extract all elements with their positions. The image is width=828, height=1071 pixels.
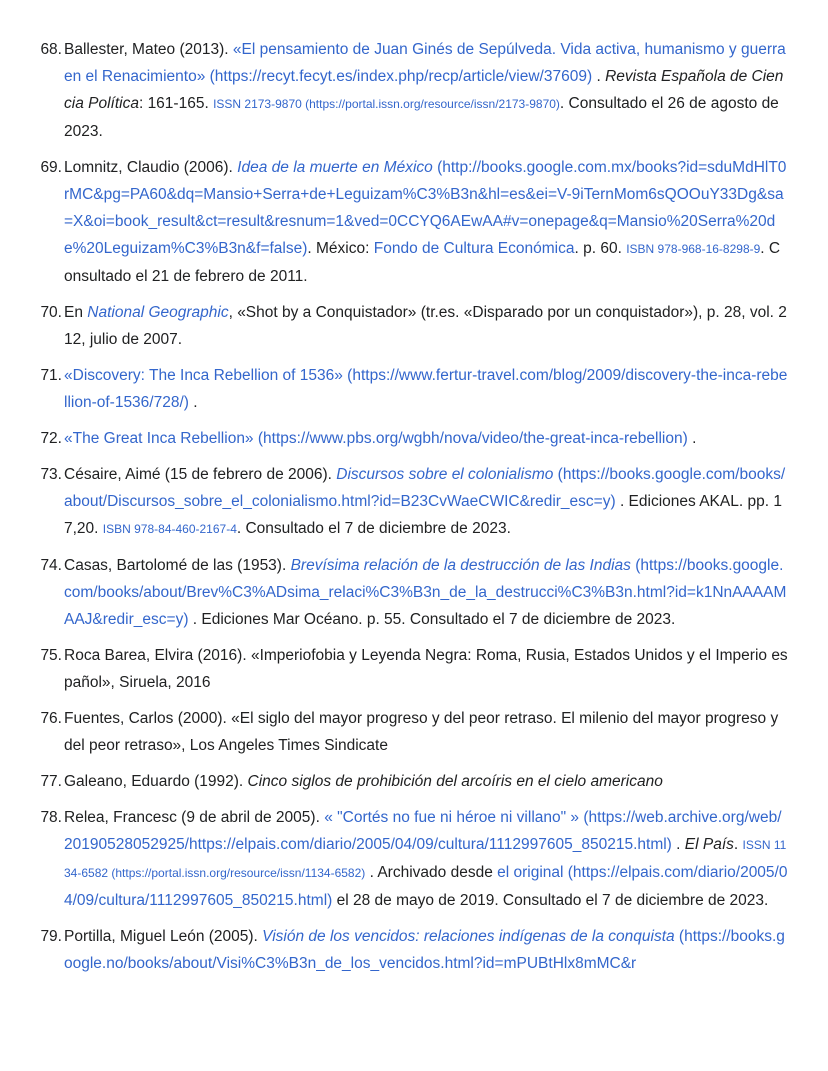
reference-author: Galeano, Eduardo (1992). [64,773,248,790]
reference-number: 77. [40,773,62,790]
reference-dot: . [733,836,743,853]
reference-consulted: . Consultado el 7 de diciembre de 2023. [236,520,511,537]
reference-number: 75. [40,647,62,664]
reference-78 [40,804,788,914]
reference-pages: : 161-165. [138,95,214,112]
reference-number: 73. [40,466,62,483]
reference-link[interactable]: « "Cortés no fue ni héroe ni villano" » (https://web.archive.org/web/20190528052925/https://elpais.com/diario/2005/04/09/cultura/1112997605_850215.html) [64,809,782,853]
reference-rest: el 28 de mayo de 2019. Consultado el 7 de diciembre de 2023. [332,892,769,909]
reference-source: National Geographic [87,304,229,321]
reference-79 [40,923,788,977]
reference-73 [40,461,788,543]
reference-title: Idea de la muerte en México [237,159,433,176]
reference-number: 68. [40,41,62,58]
issn-link[interactable]: ISSN 1134-6582 (https://portal.issn.org/resource/issn/1134-6582) [64,838,787,880]
reference-author: Ballester, Mateo (2013). [64,41,233,58]
reference-number: 79. [40,928,62,945]
reference-72 [40,425,788,452]
reference-number: 78. [40,809,62,826]
reference-70 [40,299,788,353]
reference-archived: . Archivado desde [365,864,498,881]
reference-end: . [687,430,697,447]
reference-text: Fuentes, Carlos (2000). «El siglo del mayor progreso y del peor retraso. El milenio del mayor progreso y del peor retraso», Los Angeles Times Sindicate [64,710,779,754]
isbn-link[interactable]: ISBN 978-968-16-8298-9 [626,242,761,256]
reference-url: (https://books.google.com/books/about/Brev%C3%ADsima_relaci%C3%B3n_de_la_destrucci%C3%B3n.html?id=k1NnAAAAMAAJ&redir_esc=y) [64,557,787,628]
reference-end: . [188,394,198,411]
reference-title: Brevísima relación de la destrucción de las Indias [290,557,631,574]
issn-link[interactable]: ISSN 2173-9870 (https://portal.issn.org/resource/issn/2173-9870) [213,97,560,111]
reference-title-link[interactable]: «El pensamiento de Juan Ginés de Sepúlveda. Vida activa, humanismo y guerra en el Renacimiento» (https://recyt.fecyt.es/index.php/recp/article/view/37609) [64,41,786,85]
reference-author: Césaire, Aimé (15 de febrero de 2006). [64,466,337,483]
reference-rest: , «Shot by a Conquistador» (tr.es. «Disparado por un conquistador»), p. 28, vol. 212, julio de 2007. [64,304,787,348]
reference-journal: Revista Española de Ciencia Política [64,68,784,112]
reference-consulted: . Consultado el 21 de febrero de 2011. [64,240,781,285]
reference-author: Lomnitz, Claudio (2006). [64,159,238,176]
source-link[interactable] [87,304,228,321]
reference-number: 74. [40,557,62,574]
reference-75 [40,642,788,696]
reference-76 [40,705,788,759]
reference-number: 70. [40,304,62,321]
reference-number: 76. [40,710,62,727]
reference-author: Relea, Francesc (9 de abril de 2005). [64,809,325,826]
reference-prefix: En [64,304,88,321]
reference-title: Visión de los vencidos: relaciones indígenas de la conquista [262,928,675,945]
reference-url: (https://books.google.no/books/about/Visi%C3%B3n_de_los_vencidos.html?id=mPUBtHlx8mMC&r [64,928,785,972]
reference-rest: . Ediciones Mar Océano. p. 55. Consultado el 7 de diciembre de 2023. [188,611,676,628]
reference-url: (http://books.google.com.mx/books?id=sduMdHlT0rMC&pg=PA60&dq=Mansio+Serra+de+Leguizam%C3%B3n&hl=es&ei=V-9iTernMom6sQOOuY33Dg&sa=X&oi=book_result&ct=result&resnum=1&ved=0CCYQ6AEwAA#v=onepage&q=Mansio%20Serra%20de%20Leguizam%C3%B3n&f=false) [64,159,787,257]
reference-number: 69. [40,159,62,176]
reference-link[interactable]: «The Great Inca Rebellion» (https://www.pbs.org/wgbh/nova/video/the-great-inca-rebellion) [64,430,688,447]
reference-place: . México: [307,240,374,257]
reference-rest: . Ediciones AKAL. pp. 17,20. [64,493,782,537]
publisher-link[interactable]: Fondo de Cultura Económica [373,240,575,257]
reference-page: . p. 60. [574,240,627,257]
reference-author: Portilla, Miguel León (2005). [64,928,263,945]
reference-74 [40,552,788,633]
reference-77 [40,768,788,795]
reference-author: Casas, Bartolomé de las (1953). [64,557,291,574]
reference-69 [40,154,788,290]
reference-consulted: . Consultado el 26 de agosto de 2023. [64,95,779,140]
reference-number: 72. [40,430,62,447]
reference-71 [40,362,788,416]
reference-link[interactable]: «Discovery: The Inca Rebellion of 1536» (https://www.fertur-travel.com/blog/2009/discovery-the-inca-rebellion-of-1536/728/) [64,367,788,411]
original-link[interactable]: el original (https://elpais.com/diario/2005/04/09/cultura/1112997605_850215.html) [64,864,788,909]
reference-title: Discursos sobre el colonialismo [336,466,554,483]
reference-separator: . [671,836,685,853]
reference-title: Cinco siglos de prohibición del arcoíris en el cielo americano [247,773,663,790]
reference-68: 68. Ballester, Mateo (2013). «El pensamiento de Juan Ginés de Sepúlveda. Vida activa, humanismo y guerra en el Renacimiento» (https://recyt.fecyt.es/index.php/recp/article/view/37609) . Revista Española de Ciencia Política: 161-165. ISSN 2173-9870 (https://portal.issn.org/resource/issn/2173-9870). Consultado el 26 de agosto de 2023. [64,36,788,145]
reference-text: Roca Barea, Elvira (2016). «Imperiofobia y Leyenda Negra: Roma, Rusia, Estados Unidos y el Imperio español», Siruela, 2016 [64,647,788,691]
isbn-link[interactable]: ISBN 978-84-460-2167-4 [102,522,237,536]
reference-url: (https://books.google.com/books/about/Discursos_sobre_el_colonialismo.html?id=B23CvWaeCWIC&redir_esc=y) [64,466,786,510]
reference-number: 71. [40,367,62,384]
reference-journal: El País [684,836,734,853]
